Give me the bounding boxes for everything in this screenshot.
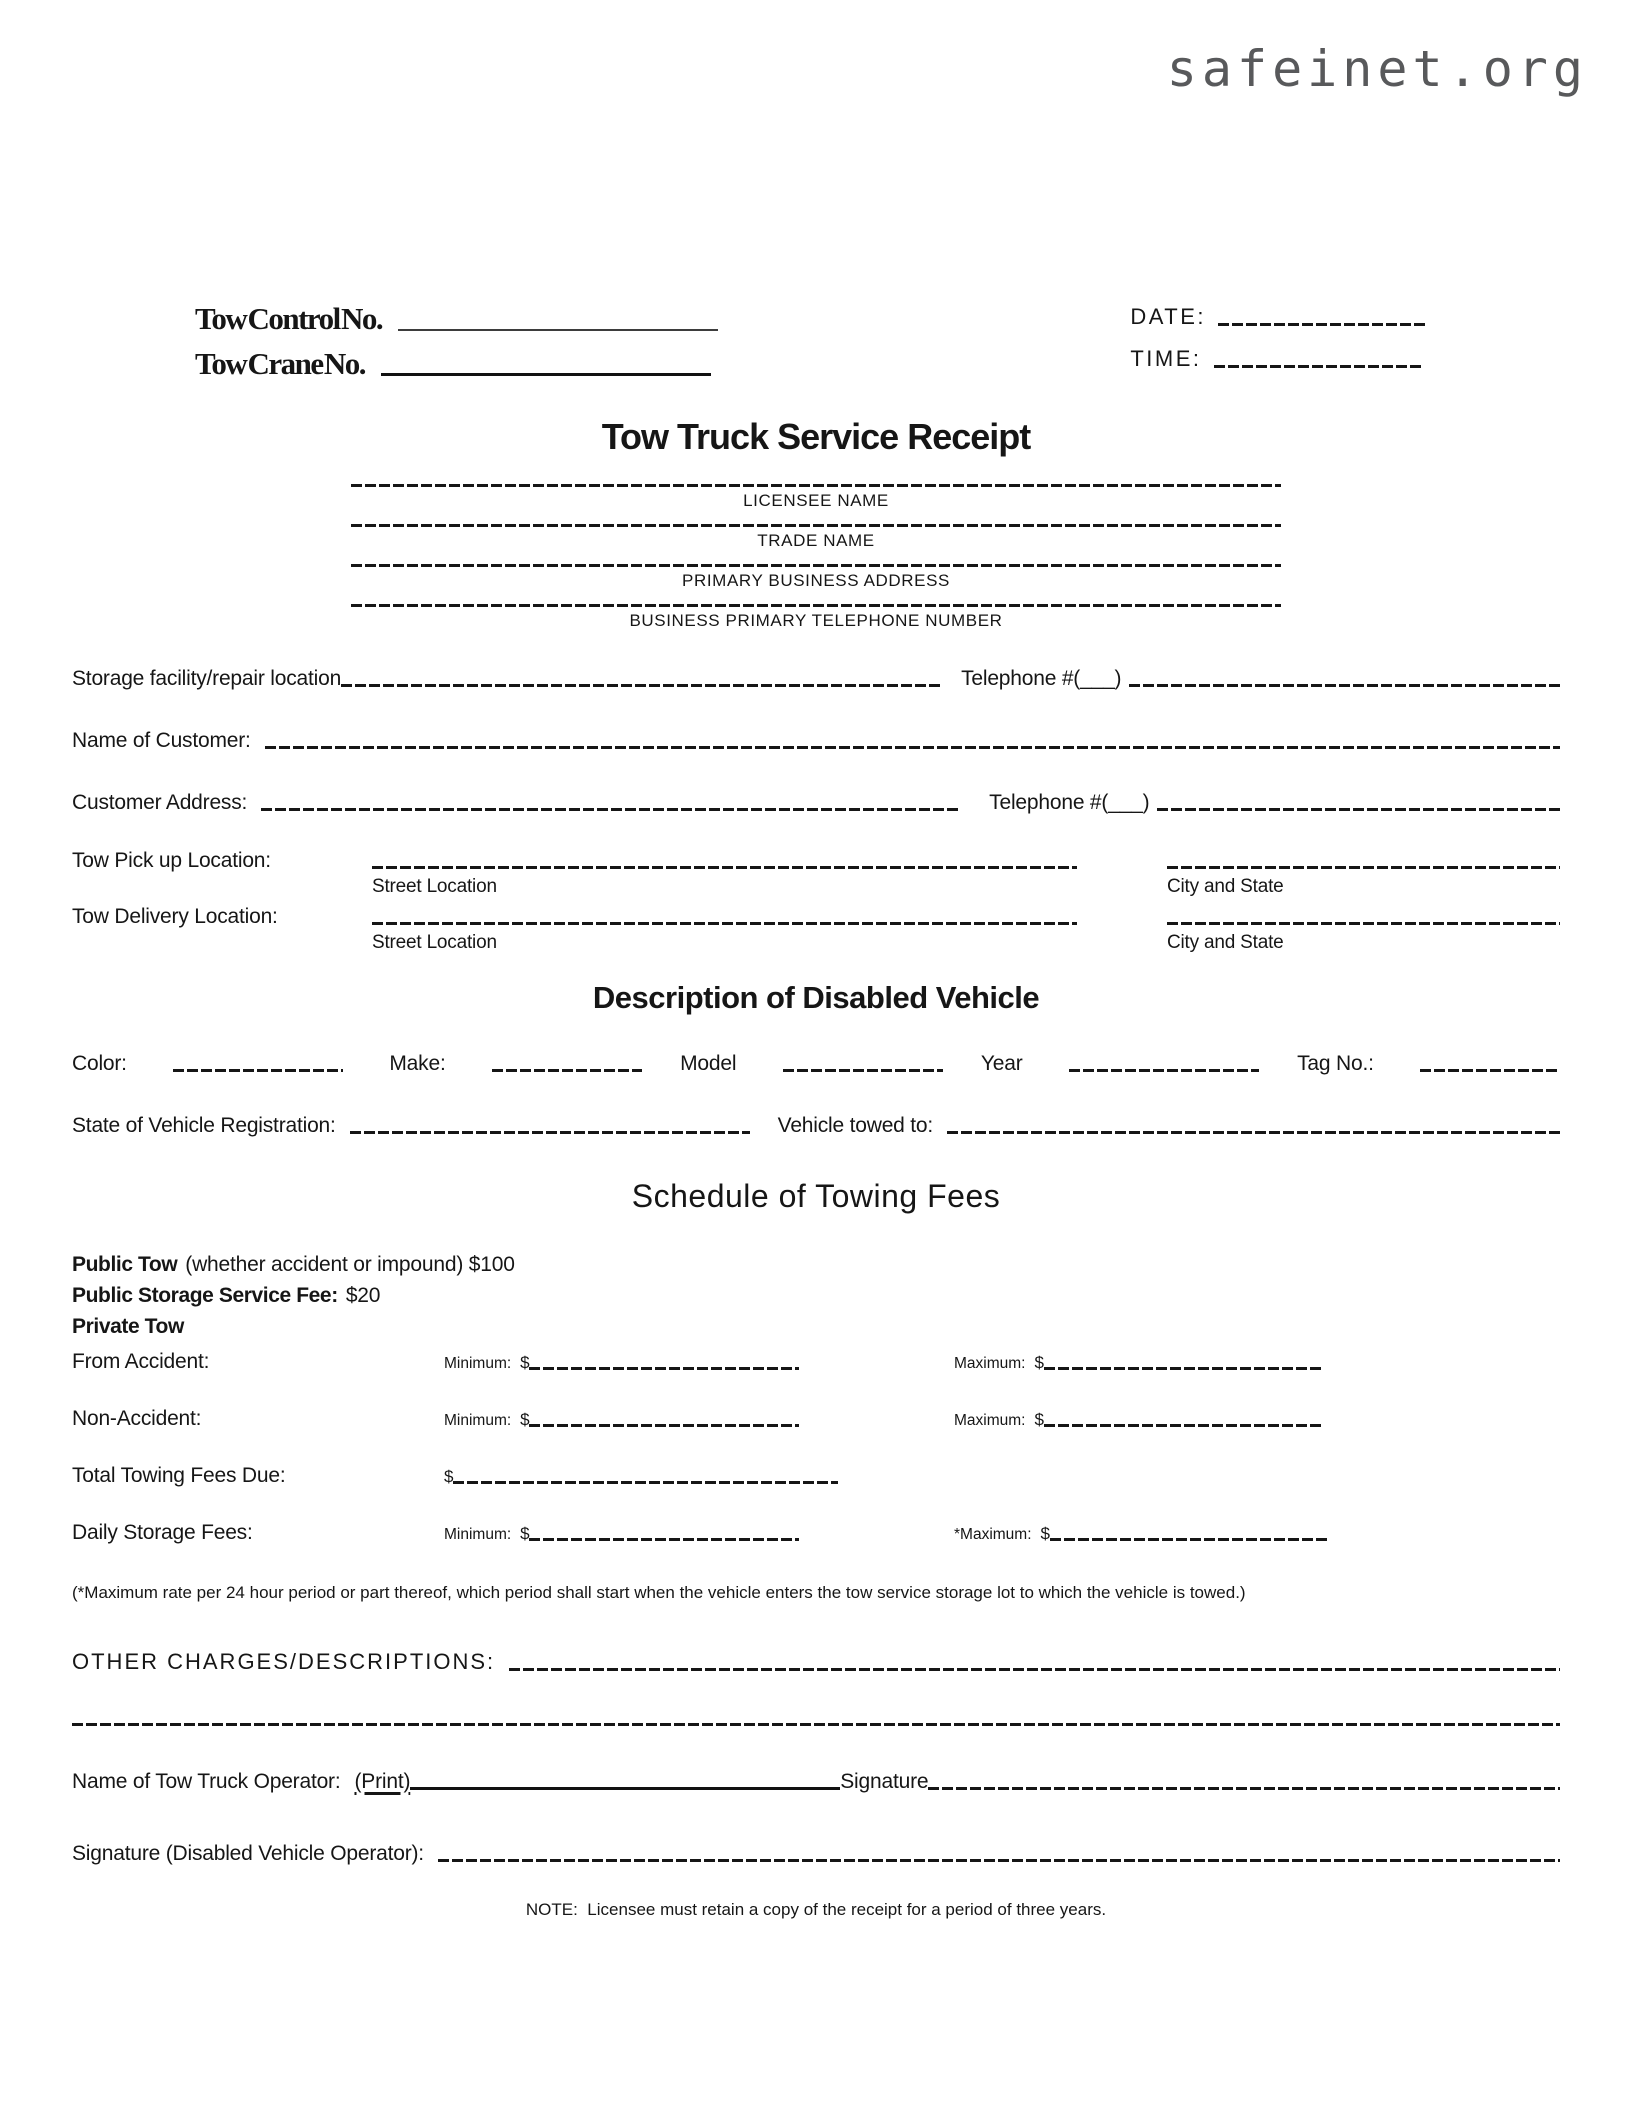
fee-row-from-accident bbox=[72, 1350, 1560, 1374]
telephone-label: Telephone #(___) bbox=[989, 791, 1150, 814]
vehicle-registration-row bbox=[72, 1114, 1560, 1138]
business-telephone-label: BUSINESS PRIMARY TELEPHONE NUMBER bbox=[629, 611, 1003, 630]
tow-pickup-sublabels bbox=[72, 876, 1560, 898]
customer-address-line bbox=[261, 808, 961, 811]
disabled-operator-signature-row bbox=[72, 1842, 1560, 1866]
maximum-label: *Maximum: bbox=[954, 1526, 1032, 1543]
tow-delivery-label: Tow Delivery Location: bbox=[72, 905, 278, 928]
maximum-label: Maximum: bbox=[954, 1355, 1026, 1372]
tow-pickup-label: Tow Pick up Location: bbox=[72, 849, 271, 872]
disabled-operator-signature-label: Signature (Disabled Vehicle Operator): bbox=[72, 1841, 424, 1865]
vehicle-detail-row bbox=[72, 1052, 1560, 1076]
disabled-operator-signature-line bbox=[438, 1859, 1560, 1862]
time-label: TIME: bbox=[1130, 346, 1202, 371]
non-accident-label: Non-Accident: bbox=[72, 1407, 202, 1430]
storage-location-line bbox=[341, 684, 941, 687]
tow-crane-no-line bbox=[381, 373, 711, 376]
daily-storage-max-line bbox=[1050, 1538, 1330, 1541]
date-line bbox=[1218, 323, 1428, 326]
licensee-name-label: LICENSEE NAME bbox=[743, 491, 889, 510]
vehicle-year-label: Year bbox=[980, 1052, 1023, 1075]
other-charges-line bbox=[509, 1668, 1560, 1671]
public-storage-fee-value: $20 bbox=[345, 1284, 381, 1307]
storage-location-row bbox=[72, 667, 1560, 691]
telephone-label: Telephone #(___) bbox=[961, 667, 1122, 690]
dollar-sign: $ bbox=[520, 1353, 530, 1372]
total-towing-fees-label: Total Towing Fees Due: bbox=[72, 1464, 286, 1487]
fees-intro-block bbox=[72, 1249, 1560, 1342]
operator-signature-line bbox=[928, 1787, 1560, 1790]
licensee-name-line bbox=[351, 484, 1281, 487]
vehicle-tag-label: Tag No.: bbox=[1297, 1052, 1374, 1075]
dollar-sign: $ bbox=[520, 1524, 530, 1543]
signature-label: Signature bbox=[840, 1769, 929, 1793]
trade-name-label: TRADE NAME bbox=[757, 531, 875, 550]
from-accident-max-line bbox=[1044, 1367, 1324, 1370]
other-charges-label: OTHER CHARGES/DESCRIPTIONS: bbox=[72, 1648, 496, 1674]
public-tow-text: (whether accident or impound) $100 bbox=[185, 1253, 515, 1276]
street-location-label: Street Location bbox=[372, 876, 497, 897]
pickup-street-line bbox=[372, 866, 1077, 869]
city-state-label: City and State bbox=[1167, 876, 1284, 897]
other-charges-line-2 bbox=[72, 1723, 1560, 1726]
daily-storage-min-line bbox=[529, 1538, 799, 1541]
daily-storage-fees-label: Daily Storage Fees: bbox=[72, 1521, 253, 1544]
other-charges-row bbox=[72, 1649, 1560, 1675]
retention-note: NOTE: Licensee must retain a copy of the receipt for a period of three years. bbox=[525, 1899, 1107, 1919]
customer-name-row bbox=[72, 729, 1560, 753]
non-accident-min-line bbox=[529, 1424, 799, 1427]
form-title: Tow Truck Service Receipt bbox=[601, 416, 1031, 457]
print-label: (Print) bbox=[354, 1769, 411, 1793]
vehicle-make-line bbox=[492, 1069, 642, 1072]
trade-name-line bbox=[351, 524, 1281, 527]
fee-row-daily-storage bbox=[72, 1521, 1560, 1545]
operator-name-label: Name of Tow Truck Operator: bbox=[72, 1769, 341, 1793]
primary-business-address-line bbox=[351, 564, 1281, 567]
control-numbers-block bbox=[72, 296, 1560, 386]
customer-address-row bbox=[72, 791, 1560, 815]
time-line bbox=[1214, 365, 1424, 368]
public-tow-label: Public Tow bbox=[72, 1253, 178, 1276]
delivery-city-line bbox=[1167, 922, 1560, 925]
tow-control-no-line bbox=[398, 329, 718, 331]
date-label: DATE: bbox=[1130, 304, 1206, 329]
vehicle-registration-label: State of Vehicle Registration: bbox=[72, 1114, 336, 1137]
dollar-sign: $ bbox=[1034, 1353, 1044, 1372]
minimum-label: Minimum: bbox=[444, 1526, 512, 1543]
vehicle-make-label: Make: bbox=[389, 1052, 446, 1075]
fees-section-heading: Schedule of Towing Fees bbox=[631, 1178, 1001, 1214]
primary-business-address-label: PRIMARY BUSINESS ADDRESS bbox=[682, 571, 950, 590]
from-accident-min-line bbox=[529, 1367, 799, 1370]
maximum-label: Maximum: bbox=[954, 1412, 1026, 1429]
dollar-sign: $ bbox=[1040, 1524, 1050, 1543]
tow-pickup-row bbox=[72, 849, 1560, 873]
non-accident-max-line bbox=[1044, 1424, 1324, 1427]
vehicle-year-line bbox=[1069, 1069, 1259, 1072]
vehicle-model-line bbox=[783, 1069, 943, 1072]
street-location-label: Street Location bbox=[372, 932, 497, 953]
vehicle-towed-to-line bbox=[947, 1131, 1560, 1134]
vehicle-section-heading: Description of Disabled Vehicle bbox=[592, 980, 1040, 1015]
tow-delivery-row bbox=[72, 905, 1560, 929]
vehicle-registration-line bbox=[350, 1131, 750, 1134]
business-info-block bbox=[351, 484, 1281, 631]
customer-name-label: Name of Customer: bbox=[72, 729, 251, 752]
tow-control-no-label: Tow Control No. bbox=[195, 301, 383, 336]
delivery-street-line bbox=[372, 922, 1077, 925]
from-accident-label: From Accident: bbox=[72, 1350, 210, 1373]
customer-address-label: Customer Address: bbox=[72, 791, 248, 814]
business-telephone-line bbox=[351, 604, 1281, 607]
minimum-label: Minimum: bbox=[444, 1412, 512, 1429]
vehicle-tag-line bbox=[1420, 1069, 1560, 1072]
tow-delivery-sublabels bbox=[72, 932, 1560, 954]
site-logo: safeinet.org bbox=[1166, 40, 1588, 98]
dollar-sign: $ bbox=[444, 1467, 454, 1486]
dollar-sign: $ bbox=[520, 1410, 530, 1429]
other-charges-continuation-row bbox=[72, 1721, 1560, 1724]
vehicle-color-label: Color: bbox=[72, 1052, 127, 1075]
operator-print-line bbox=[410, 1787, 840, 1790]
storage-location-label: Storage facility/repair location bbox=[72, 667, 342, 690]
fee-row-non-accident bbox=[72, 1407, 1560, 1431]
vehicle-towed-to-label: Vehicle towed to: bbox=[777, 1114, 934, 1137]
minimum-label: Minimum: bbox=[444, 1355, 512, 1372]
operator-signature-row bbox=[72, 1770, 1560, 1794]
customer-name-line bbox=[265, 746, 1560, 749]
customer-telephone-line bbox=[1157, 808, 1560, 811]
fee-row-total-due bbox=[72, 1464, 1560, 1488]
city-state-label: City and State bbox=[1167, 932, 1284, 953]
dollar-sign: $ bbox=[1034, 1410, 1044, 1429]
tow-crane-no-label: Tow Crane No. bbox=[195, 346, 366, 381]
storage-telephone-line bbox=[1129, 684, 1560, 687]
vehicle-model-label: Model bbox=[680, 1052, 737, 1075]
total-towing-fees-line bbox=[453, 1481, 838, 1484]
public-storage-fee-label: Public Storage Service Fee: bbox=[72, 1284, 338, 1307]
private-tow-label: Private Tow bbox=[72, 1315, 184, 1338]
vehicle-color-line bbox=[173, 1069, 343, 1072]
storage-rate-footnote: (*Maximum rate per 24 hour period or part thereof, which period shall start when the vehicle enters the tow service storage lot to which the vehicle is towed.) bbox=[72, 1583, 1246, 1602]
pickup-city-line bbox=[1167, 866, 1560, 869]
